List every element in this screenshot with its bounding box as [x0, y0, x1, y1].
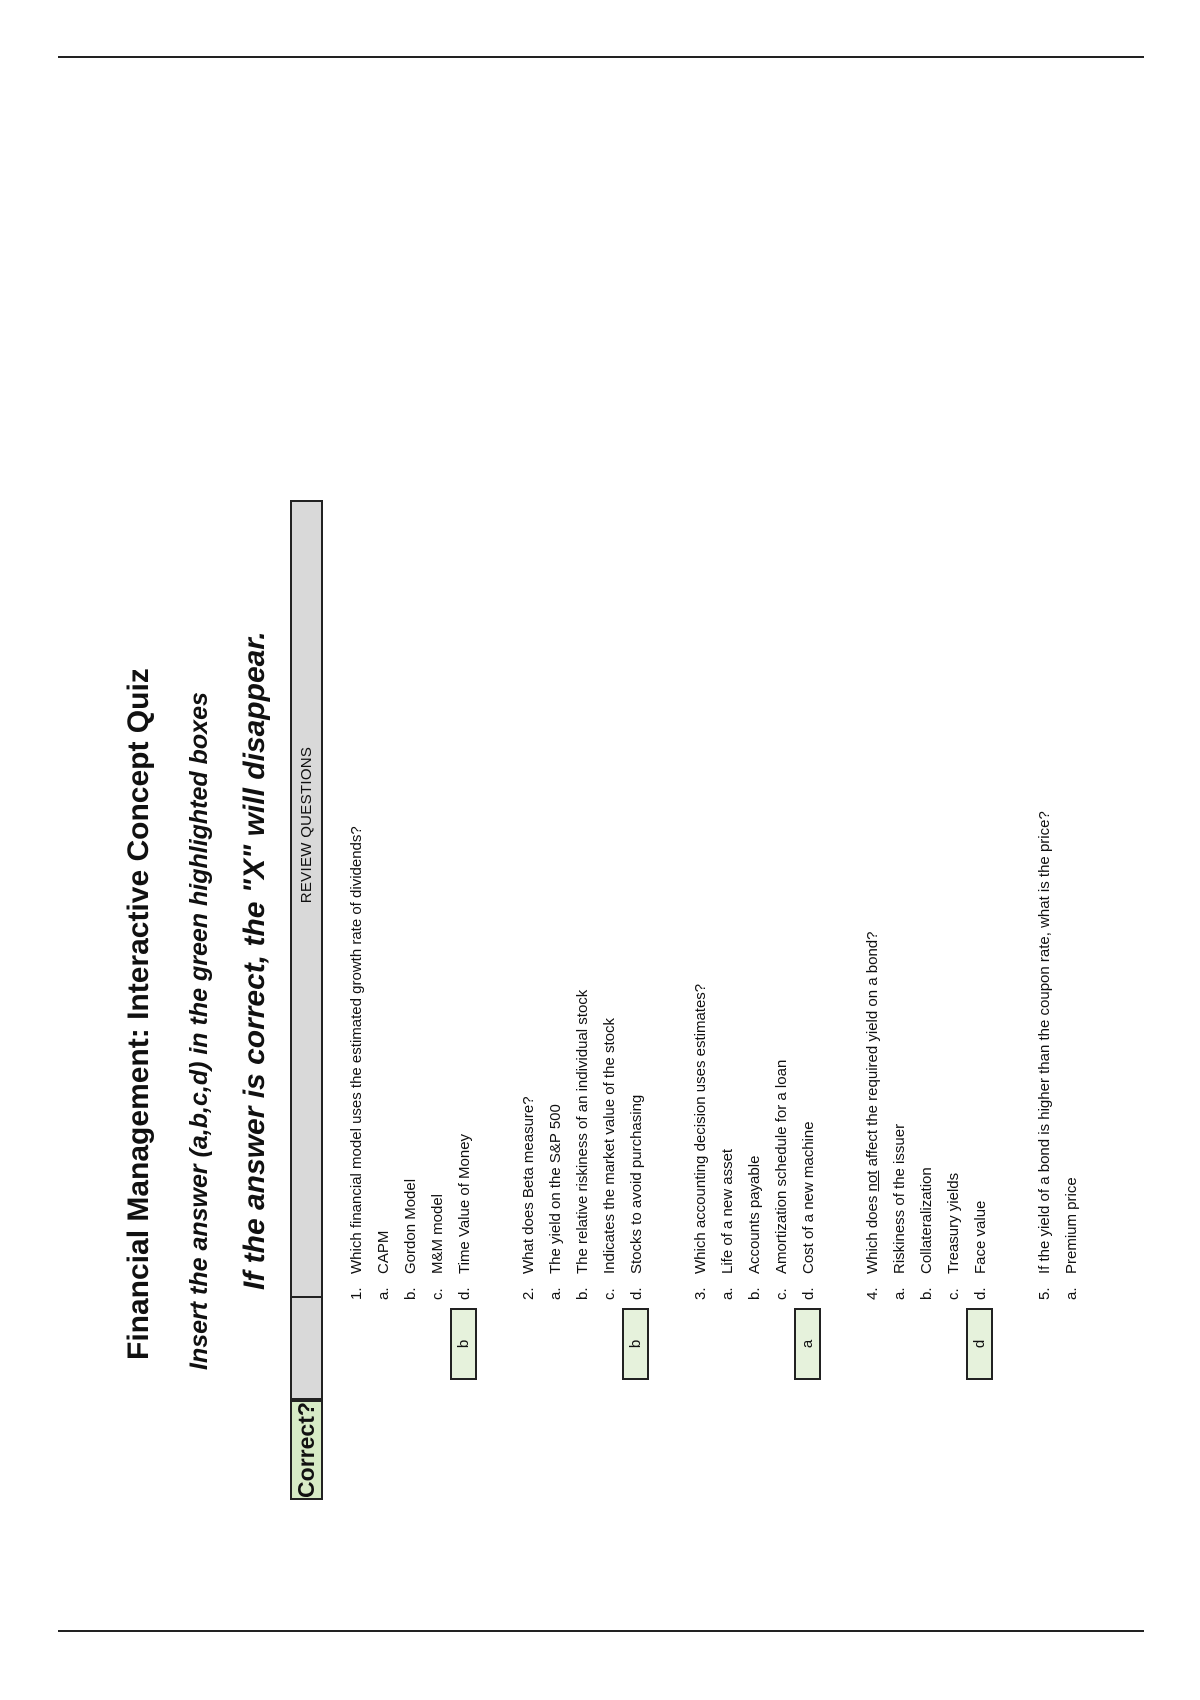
correct-column-label: Correct?: [290, 1400, 323, 1500]
instruction-text: Insert the answer (a,b,c,d) in the green highlighted boxes: [185, 692, 213, 1370]
question-1-option-b: b.Gordon Model: [402, 1178, 419, 1300]
quiz-sheet: [100, 200, 1130, 1530]
question-2-option-b: b.The relative riskiness of an individual stock: [574, 989, 591, 1300]
question-3-option-d: d.Cost of a new machine: [800, 1121, 817, 1300]
question-3-option-c: c.Amortization schedule for a loan: [773, 1059, 790, 1300]
top-rule: [58, 56, 1144, 58]
question-2-option-c: c.Indicates the market value of the stock: [601, 1018, 618, 1300]
question-5-option-a: a.Premium price: [1063, 1177, 1080, 1300]
question-4-option-a: a.Riskiness of the issuer: [891, 1123, 908, 1300]
question-2-option-a: a.The yield on the S&P 500: [547, 1104, 564, 1300]
quiz-title: Financial Management: Interactive Concept Quiz: [122, 668, 155, 1360]
header-divider: [292, 1296, 321, 1298]
question-4-text: 4.Which does not affect the required yield on a bond?: [864, 931, 881, 1300]
answer-box-4[interactable]: d: [966, 1308, 993, 1380]
question-2-option-d: d.Stocks to avoid purchasing: [628, 1094, 645, 1300]
question-1-text: 1.Which financial model uses the estimated growth rate of dividends?: [348, 826, 365, 1300]
question-3-option-a: a.Life of a new asset: [719, 1148, 736, 1300]
question-4-option-d: d.Face value: [972, 1200, 989, 1300]
answer-box-2[interactable]: b: [622, 1308, 649, 1380]
answer-box-3[interactable]: a: [794, 1308, 821, 1380]
question-4-option-c: c.Treasury yields: [945, 1172, 962, 1300]
question-3-text: 3.Which accounting decision uses estimates?: [692, 983, 709, 1300]
bottom-rule: [58, 1630, 1144, 1632]
question-1-option-d: d.Time Value of Money: [456, 1133, 473, 1300]
question-1-option-c: c.M&M model: [429, 1193, 446, 1300]
question-5-text: 5.If the yield of a bond is higher than the coupon rate, what is the price?: [1036, 811, 1053, 1300]
underlined-not: not: [864, 1170, 881, 1192]
warning-text: If the answer is correct, the "X" will disappear.: [238, 631, 271, 1290]
question-3-option-b: b.Accounts payable: [746, 1155, 763, 1300]
question-4-option-b: b.Collateralization: [918, 1167, 935, 1300]
question-2-text: 2.What does Beta measure?: [520, 1096, 537, 1300]
question-1-option-a: a.CAPM: [375, 1230, 392, 1300]
review-questions-label: REVIEW QUESTIONS: [298, 746, 315, 904]
review-questions-header: [290, 500, 323, 1400]
answer-box-1[interactable]: b: [450, 1308, 477, 1380]
